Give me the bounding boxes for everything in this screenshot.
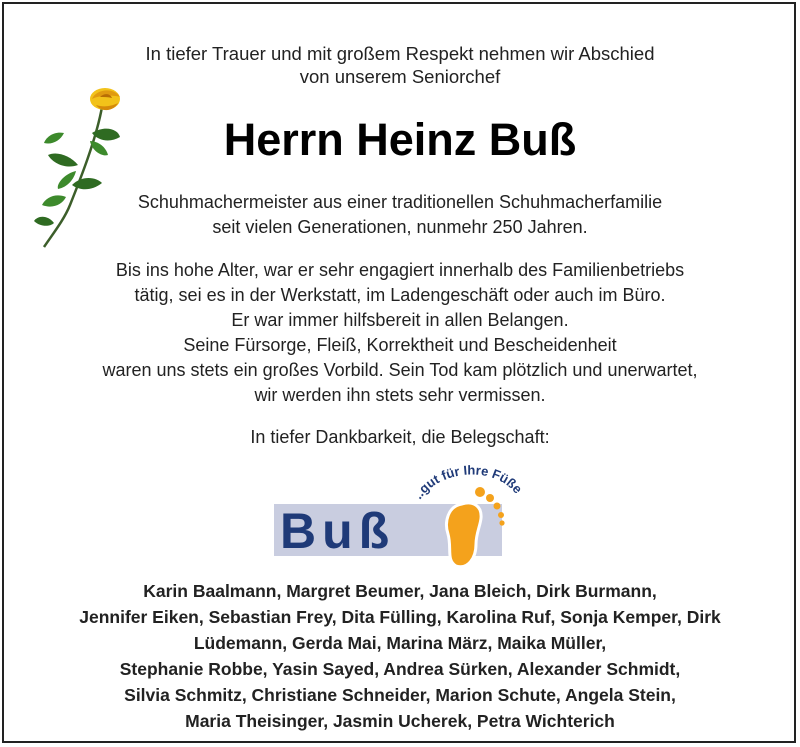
logo-brand: Buß xyxy=(280,503,396,559)
tribute-line: Bis ins hohe Alter, war er sehr engagiert innerhalb des Familienbetriebs xyxy=(115,260,685,280)
staff-line: Jennifer Eiken, Sebastian Frey, Dita Fülling, Karolina Ruf, Sonja Kemper, Dirk xyxy=(79,607,721,627)
profession-line-1: Schuhmachermeister aus einer traditionellen Schuhmacherfamilie xyxy=(137,192,663,212)
buss-logo xyxy=(270,460,530,572)
logo-tagline: ..gut für Ihre Füße xyxy=(410,462,526,502)
staff-line: Karin Baalmann, Margret Beumer, Jana Bleich, Dirk Burmann, xyxy=(143,581,657,601)
intro-line-1: In tiefer Trauer und mit großem Respekt nehmen wir Abschied xyxy=(145,43,655,64)
tribute-line: Er war immer hilfsbereit in allen Belangen. xyxy=(231,310,569,330)
toe-icon xyxy=(498,512,504,518)
closing-line: In tiefer Dankbarkeit, die Belegschaft: xyxy=(250,427,550,447)
staff-list xyxy=(0,578,800,734)
tribute-line: waren uns stets ein großes Vorbild. Sein Tod kam plötzlich und unerwartet, xyxy=(102,360,698,380)
tribute-line: Seine Fürsorge, Fleiß, Korrektheit und Bescheidenheit xyxy=(183,335,617,355)
tribute-line: tätig, sei es in der Werkstatt, im Ladengeschäft oder auch im Büro. xyxy=(134,285,666,305)
staff-line: Maria Theisinger, Jasmin Ucherek, Petra Wichterich xyxy=(185,711,615,731)
toe-icon xyxy=(499,520,504,525)
toe-icon xyxy=(486,494,494,502)
foot-icon xyxy=(447,503,482,567)
intro-line-2: von unserem Seniorchef xyxy=(299,66,501,87)
staff-line: Stephanie Robbe, Yasin Sayed, Andrea Sürken, Alexander Schmidt, xyxy=(119,659,681,679)
tribute-text xyxy=(0,258,800,408)
staff-line: Lüdemann, Gerda Mai, Marina März, Maika Müller, xyxy=(193,633,607,653)
intro-text xyxy=(0,42,800,88)
deceased-name: Herrn Heinz Buß xyxy=(223,114,577,165)
tribute-line: wir werden ihn stets sehr vermissen. xyxy=(254,385,546,405)
toe-icon xyxy=(494,503,501,510)
profession-line-2: seit vielen Generationen, nunmehr 250 Jahren. xyxy=(212,217,588,237)
staff-line: Silvia Schmitz, Christiane Schneider, Marion Schute, Angela Stein, xyxy=(124,685,676,705)
toe-icon xyxy=(475,487,485,497)
profession-text xyxy=(0,190,800,240)
closing-text xyxy=(0,425,800,450)
